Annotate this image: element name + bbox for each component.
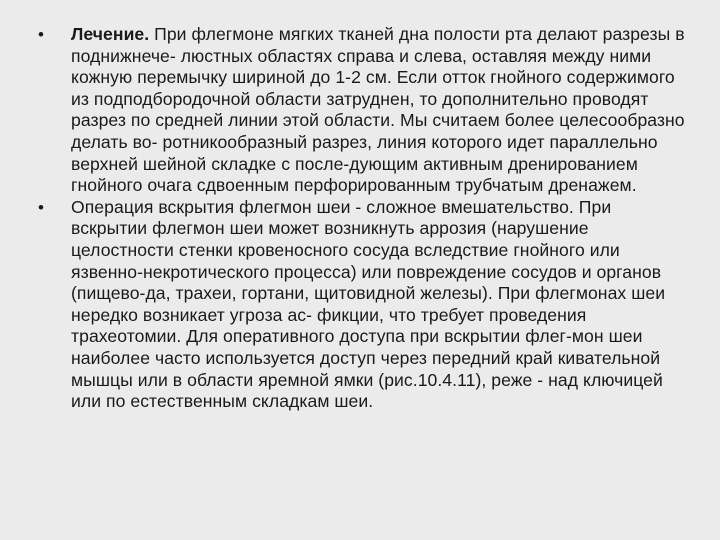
bullet-dot-icon: • — [38, 197, 45, 217]
treatment-text: При флегмоне мягких тканей дна полости рта делают разрезы в поднижнече- люстных областях справа и слева, оставляя между ними кожную перемычку шириной до 1-2 см. Если отток гнойного содержимого из подподбородочной области затруднен, то дополнительно проводят разрез по средней линии этой области. Мы считаем более целесообразно делать во- ротникообразный разрез, линия которого идет параллельно верхней шейной складке с после-дующим активным дренированием гнойного очага сдвоенным перфорированным трубчатым дренажем. — [71, 24, 685, 196]
operation-text: Операция вскрытия флегмон шеи - сложное вмешательство. При вскрытии флегмон шеи может возникнуть аррозия (нарушение целостности стенки кровеносного сосуда вследствие гнойного или язвенно-некротического процесса) или повреждение сосудов и органов (пищево-да, трахеи, гортани, щитовидной железы). При флегмонах шеи нередко возникает угроза ас- фикции, что требует проведения трахеотомии. Для оперативного доступа при вскрытии флег-мон шеи наиболее часто используется доступ через передний край кивательной мышцы или в области яремной ямки (рис.10.4.11), реже - над ключицей или по естественным складкам шеи. — [71, 196, 666, 412]
bullet-list — [38, 24, 688, 413]
bullet-dot-icon: • — [38, 25, 45, 44]
treatment-heading: Лечение. — [71, 24, 150, 44]
bullet-item-operation — [38, 197, 688, 413]
bullet-item-treatment — [38, 24, 688, 197]
